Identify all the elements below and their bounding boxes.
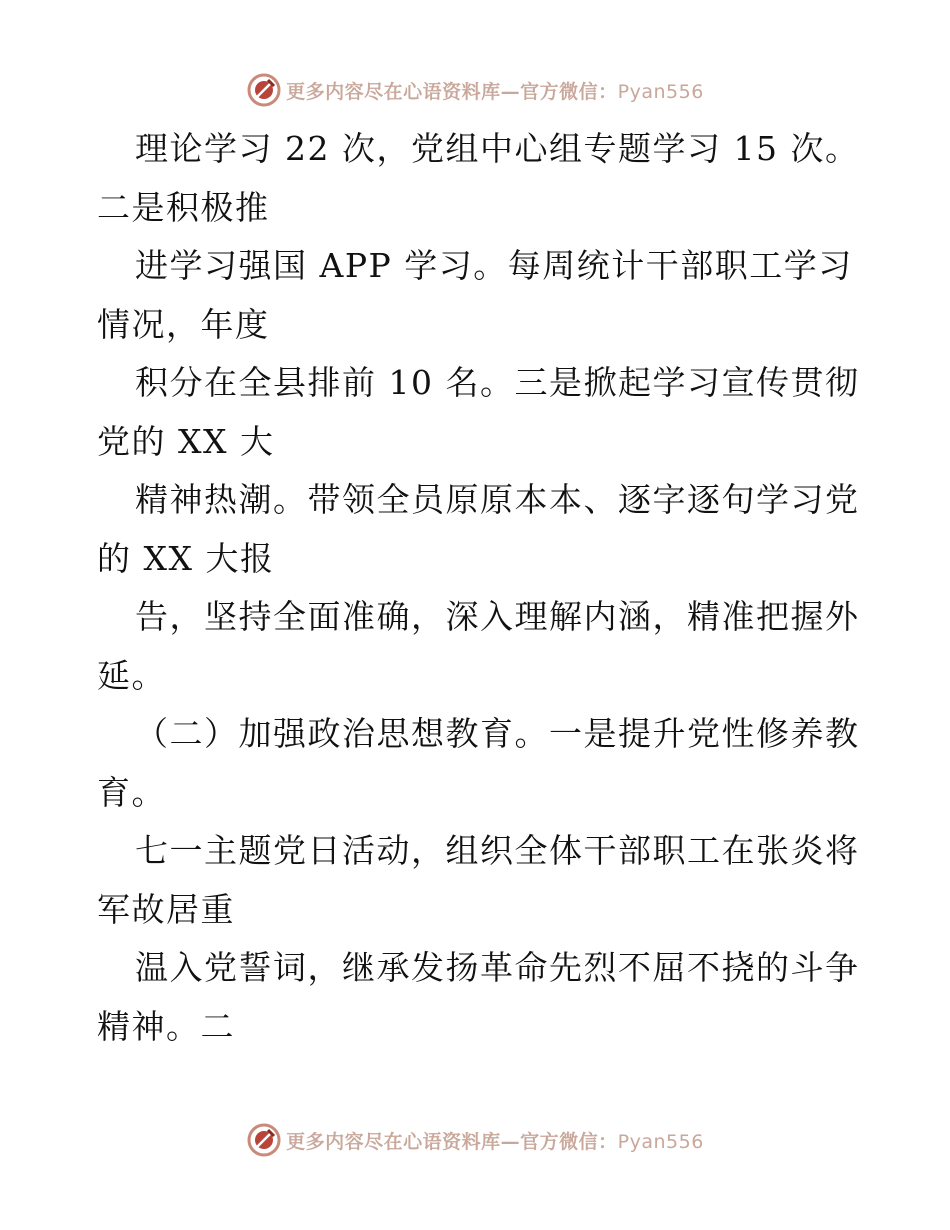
body-line: 进学习强国 APP 学习。每周统计干部职工学习 <box>135 246 853 285</box>
body-line: 党的 XX 大 <box>97 421 275 461</box>
body-line: 告，坚持全面准确，深入理解内涵，精准把握外 <box>135 597 860 636</box>
body-line: 精神热潮。带领全员原原本本、逐字逐句学习党 <box>135 480 860 519</box>
watermark-text: 更多内容尽在心语资料库—官方微信：Pyan556 <box>286 1130 704 1153</box>
body-line: 七一主题党日活动，组织全体干部职工在张炎将 <box>135 831 860 870</box>
body-line: 积分在全县排前 10 名。三是掀起学习宣传贯彻 <box>135 363 860 402</box>
body-line: 理论学习 22 次，党组中心组专题学习 15 次。 <box>135 129 860 168</box>
watermark-wechat-id: Pyan556 <box>617 1130 704 1153</box>
footer-watermark <box>0 1120 950 1160</box>
body-line: 育。 <box>97 772 166 812</box>
body-line: 的 XX 大报 <box>97 538 275 578</box>
header-watermark <box>0 70 950 110</box>
body-line: 温入党誓词，继承发扬革命先烈不屈不挠的斗争 <box>135 948 860 987</box>
body-line: 情况，年度 <box>97 304 270 344</box>
watermark-wechat-id: Pyan556 <box>617 80 704 103</box>
body-line: 二是积极推 <box>97 187 270 227</box>
body-line: （二）加强政治思想教育。一是提升党性修养教 <box>135 714 860 753</box>
body-line: 军故居重 <box>97 889 235 929</box>
body-line: 精神。二 <box>97 1006 235 1046</box>
seal-logo-icon <box>246 1122 282 1158</box>
seal-logo-icon <box>246 72 282 108</box>
document-body <box>97 120 860 1056</box>
body-line: 延。 <box>97 655 166 695</box>
watermark-text: 更多内容尽在心语资料库—官方微信：Pyan556 <box>286 80 704 103</box>
